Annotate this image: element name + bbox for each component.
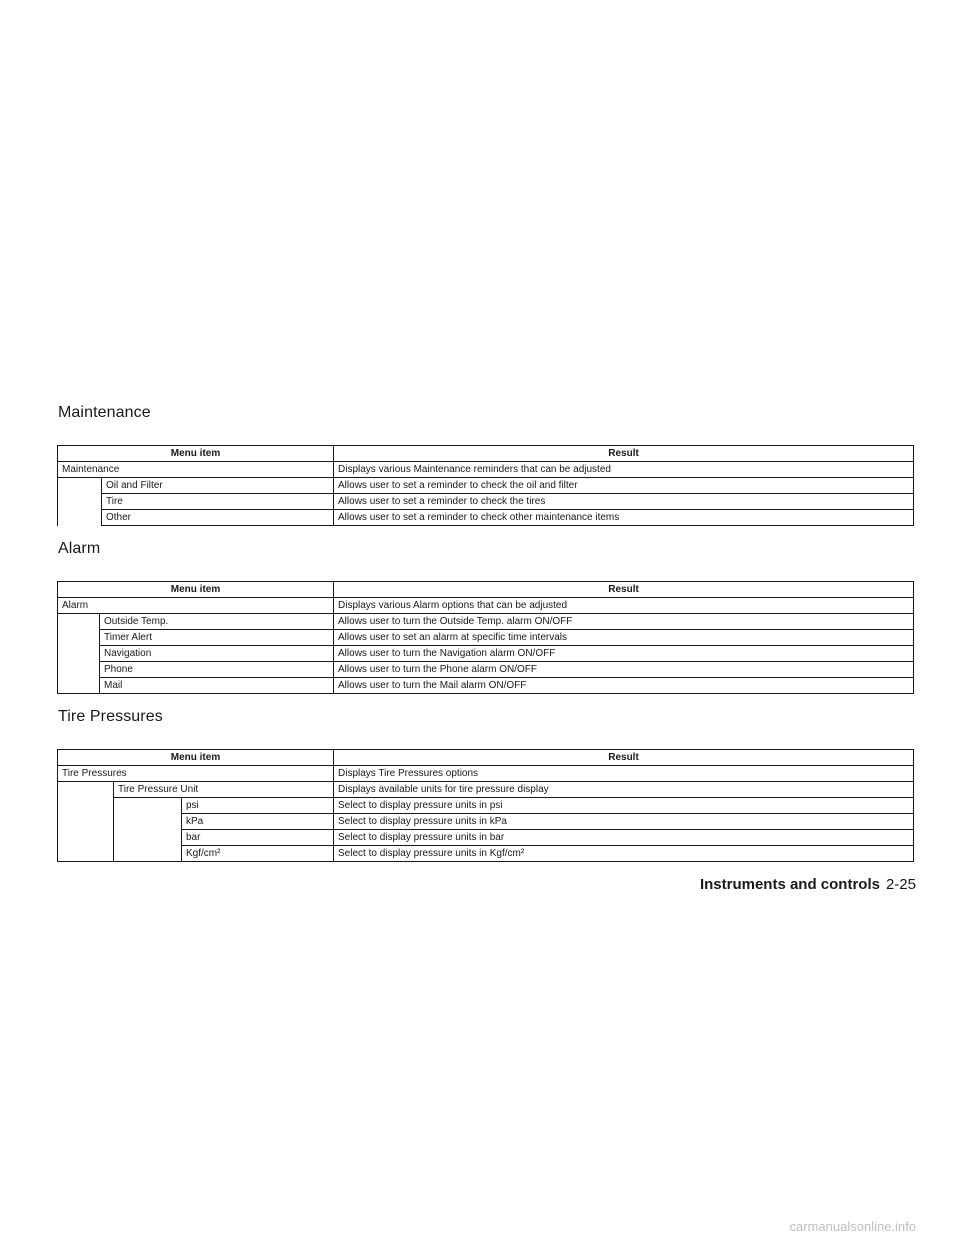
- column-header-result: Result: [334, 446, 914, 462]
- indent-cell: [58, 782, 114, 862]
- menu-item-cell: psi: [182, 798, 334, 814]
- result-cell: Allows user to set a reminder to check other maintenance items: [334, 510, 914, 526]
- column-header-result: Result: [334, 582, 914, 598]
- menu-item-cell: Kgf/cm²: [182, 846, 334, 862]
- menu-item-cell: Phone: [100, 662, 334, 678]
- table-row: [58, 598, 914, 614]
- table-row: [58, 614, 914, 630]
- table-row: [58, 678, 914, 694]
- result-cell: Select to display pressure units in kPa: [334, 814, 914, 830]
- table-row: [58, 462, 914, 478]
- section-title-alarm: Alarm: [58, 540, 101, 557]
- result-cell: Displays available units for tire pressure display: [334, 782, 914, 798]
- menu-item-cell: Maintenance: [58, 462, 334, 478]
- menu-item-cell: bar: [182, 830, 334, 846]
- menu-item-cell: Timer Alert: [100, 630, 334, 646]
- column-header-menu-item: Menu item: [58, 446, 334, 462]
- table-row: [58, 846, 914, 862]
- menu-item-cell: Mail: [100, 678, 334, 694]
- table-row: [58, 798, 914, 814]
- menu-item-cell: Tire Pressures: [58, 766, 334, 782]
- page-number: 2-25: [885, 876, 916, 893]
- result-cell: Displays Tire Pressures options: [334, 766, 914, 782]
- menu-item-cell: kPa: [182, 814, 334, 830]
- menu-item-cell: Oil and Filter: [102, 478, 334, 494]
- menu-item-cell: Other: [102, 510, 334, 526]
- result-cell: Allows user to turn the Phone alarm ON/OFF: [334, 662, 914, 678]
- column-header-menu-item: Menu item: [58, 582, 334, 598]
- result-cell: Displays various Alarm options that can be adjusted: [334, 598, 914, 614]
- result-cell: Displays various Maintenance reminders that can be adjusted: [334, 462, 914, 478]
- table-row: [58, 782, 914, 798]
- section-title-tire-pressures: Tire Pressures: [58, 708, 163, 725]
- menu-item-cell: Alarm: [58, 598, 334, 614]
- result-cell: Select to display pressure units in psi: [334, 798, 914, 814]
- column-header-menu-item: Menu item: [58, 750, 334, 766]
- table-row: [58, 478, 914, 494]
- page-footer: [700, 876, 916, 893]
- indent-cell: [114, 798, 182, 862]
- table-row: [58, 646, 914, 662]
- result-cell: Select to display pressure units in bar: [334, 830, 914, 846]
- watermark: carmanualsonline.info: [789, 1219, 916, 1234]
- table-header-row: [58, 446, 914, 462]
- menu-item-cell: Outside Temp.: [100, 614, 334, 630]
- result-cell: Allows user to turn the Mail alarm ON/OFF: [334, 678, 914, 694]
- result-cell: Allows user to turn the Outside Temp. alarm ON/OFF: [334, 614, 914, 630]
- table-row: [58, 830, 914, 846]
- table-row: [58, 814, 914, 830]
- menu-item-cell: Tire Pressure Unit: [114, 782, 334, 798]
- result-cell: Allows user to set a reminder to check the tires: [334, 494, 914, 510]
- footer-section-name: Instruments and controls: [699, 876, 880, 893]
- indent-cell: [58, 614, 100, 694]
- menu-item-cell: Navigation: [100, 646, 334, 662]
- table-header-row: [58, 750, 914, 766]
- table-row: [58, 510, 914, 526]
- table-header-row: [58, 582, 914, 598]
- table-row: [58, 662, 914, 678]
- table-row: [58, 630, 914, 646]
- result-cell: Allows user to set a reminder to check the oil and filter: [334, 478, 914, 494]
- section-title-maintenance: Maintenance: [58, 404, 151, 421]
- table-row: [58, 766, 914, 782]
- table-row: [58, 494, 914, 510]
- result-cell: Allows user to set an alarm at specific time intervals: [334, 630, 914, 646]
- result-cell: Select to display pressure units in Kgf/cm²: [334, 846, 914, 862]
- column-header-result: Result: [334, 750, 914, 766]
- result-cell: Allows user to turn the Navigation alarm ON/OFF: [334, 646, 914, 662]
- alarm-table: [57, 581, 914, 694]
- menu-item-cell: Tire: [102, 494, 334, 510]
- indent-cell: [58, 478, 102, 526]
- maintenance-table: [57, 445, 914, 526]
- tire-pressures-table: [57, 749, 914, 862]
